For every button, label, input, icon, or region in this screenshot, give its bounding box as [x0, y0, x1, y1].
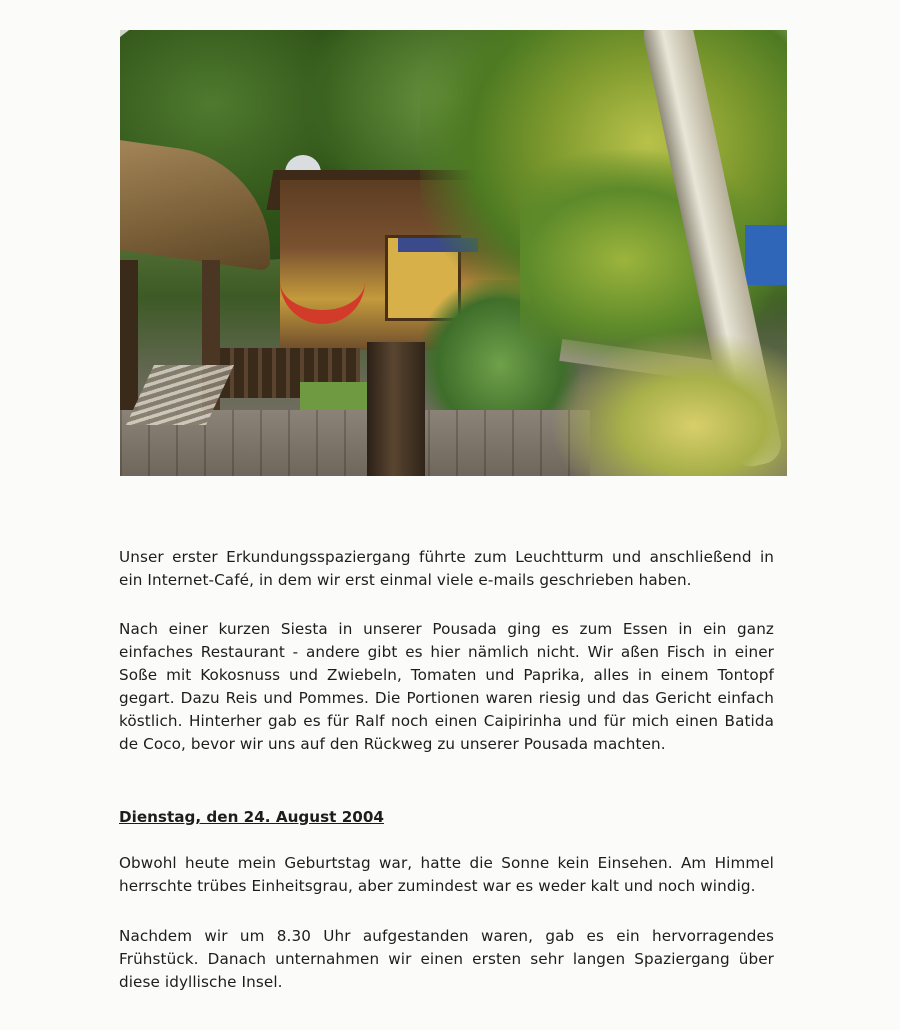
- date-heading: Dienstag, den 24. August 2004: [119, 808, 384, 826]
- paragraph: [119, 546, 774, 592]
- paragraph: [119, 618, 774, 756]
- paragraph: [119, 925, 774, 994]
- garden-photo: [120, 30, 787, 476]
- paragraph-text: Obwohl heute mein Geburtstag war, hatte die Sonne kein Einsehen. Am Himmel herrschte trübes Einheitsgrau, aber zumindest war es weder kalt und noch windig.: [119, 854, 774, 895]
- palm-fronds-lower: [550, 330, 787, 476]
- paragraph: [119, 852, 774, 898]
- paragraph-text: Unser erster Erkundungsspaziergang führte zum Leuchtturm und anschließend in ein Internet-Café, in dem wir erst einmal viele e-mails geschrieben haben.: [119, 548, 774, 589]
- paragraph-text: Nach einer kurzen Siesta in unserer Pousada ging es zum Essen in ein ganz einfaches Restaurant - andere gibt es hier nämlich nicht. Wir aßen Fisch in einer Soße mit Kokosnuss und Zwiebeln, Tomaten und Paprika, alles in einem Tontopf gegart. Dazu Reis und Pommes. Die Portionen waren riesig und das Gericht einfach köstlich. Hinterher gab es für Ralf noch einen Caipirinha und für mich einen Batida de Coco, bevor wir uns auf den Rückweg zu unserer Pousada machten.: [119, 620, 774, 753]
- wooden-post: [367, 342, 425, 476]
- paragraph-text: Nachdem wir um 8.30 Uhr aufgestanden waren, gab es ein hervorragendes Frühstück. Danach unternahmen wir einen ersten sehr langen Spaziergang über diese idyllische Insel.: [119, 927, 774, 991]
- blue-wall: [745, 225, 787, 285]
